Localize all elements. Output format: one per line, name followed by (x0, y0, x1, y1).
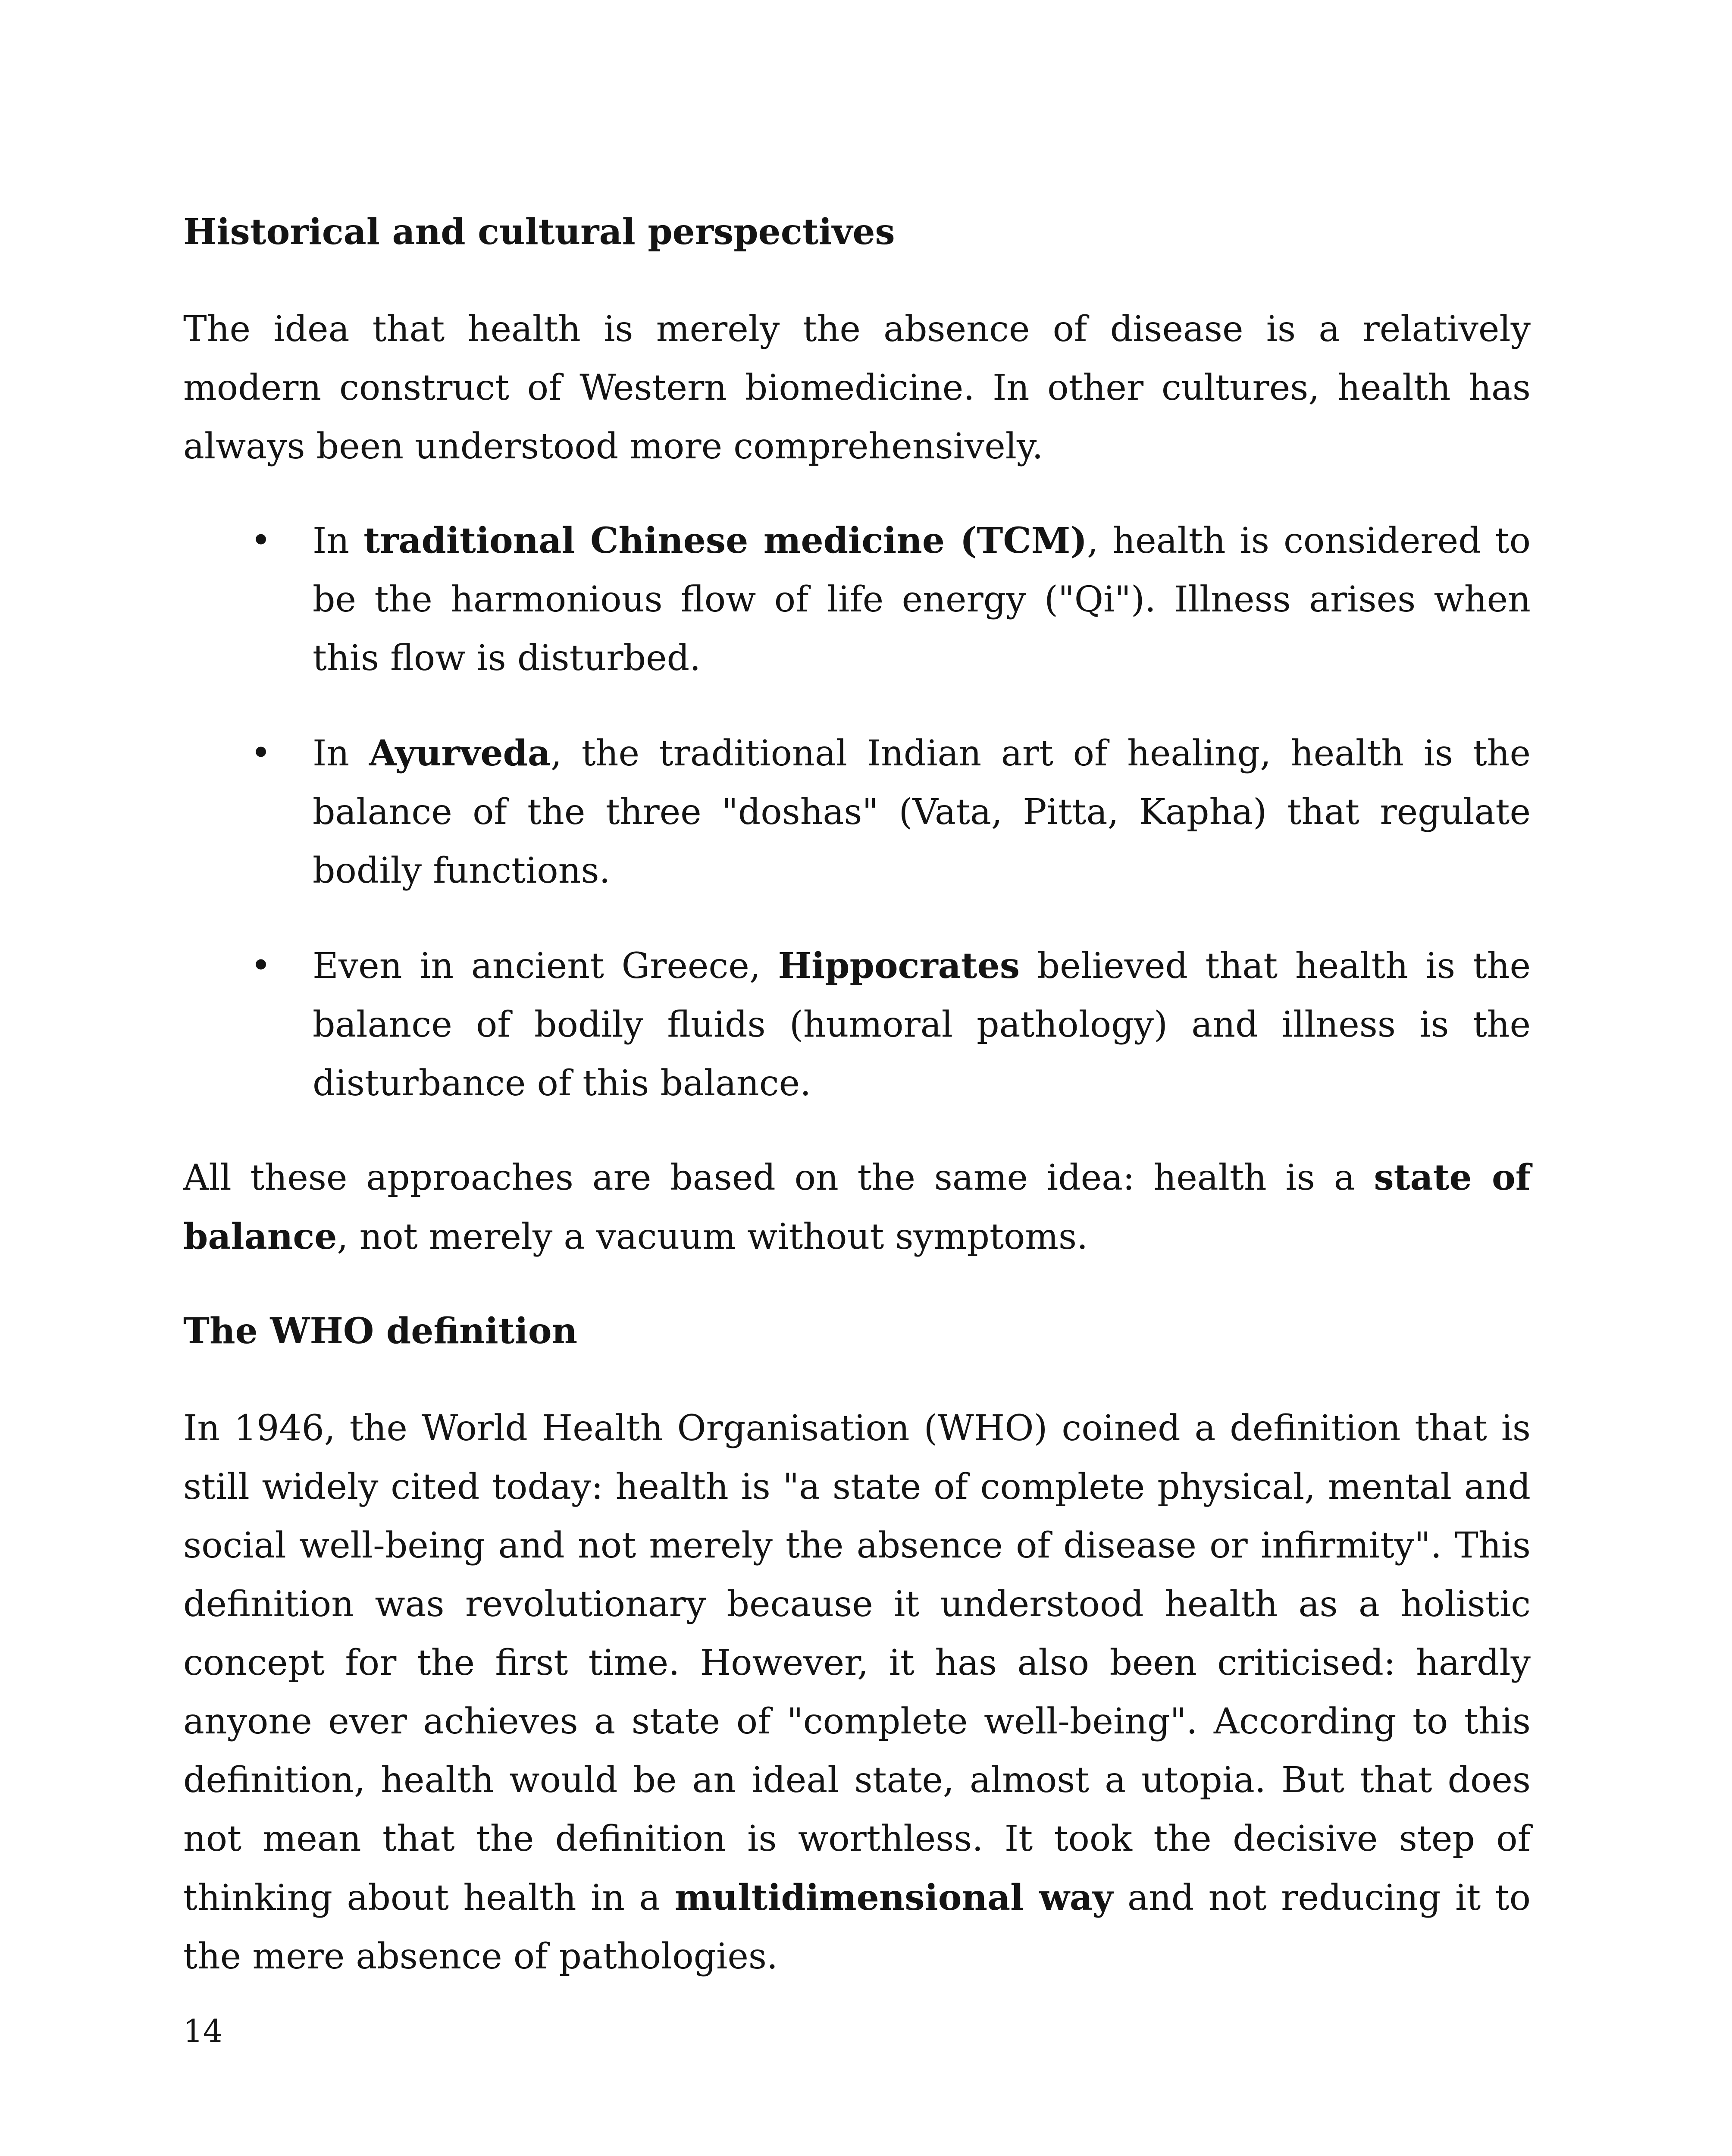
list-item-text: believed that health is the balance of bodily fluids (humoral pathology) and illness is the disturbance of this balance. (313, 946, 1531, 1104)
summary-text: , not merely a vacuum without symptoms. (337, 1216, 1088, 1257)
bullet-icon: • (250, 520, 272, 561)
traditions-list (183, 511, 1531, 1113)
list-item-bold-term: traditional Chinese medicine (TCM) (363, 520, 1087, 561)
intro-paragraph: The idea that health is merely the absence of disease is a relatively modern construct of Western biomedicine. In other cultures, health has always been understood more comprehensively. (183, 309, 1531, 467)
list-item-text: In (313, 520, 364, 561)
list-item-text: , health is considered to be the harmonious flow of life energy ("Qi"). Illness arises when this flow is disturbed. (313, 520, 1531, 679)
bullet-icon: • (250, 733, 272, 774)
who-text: In 1946, the World Health Organisation (WHO) coined a definition that is still widely cited today: health is "a state of complete physical, mental and social well-being and not merely the absence of disease or infirmity". This definition was revolutionary because it understood health as a holistic concept for the first time. However, it has also been criticised: hardly anyone ever achieves a state of "complete well-being". According to this definition, health would be an ideal state, almost a utopia. But that does not mean that the definition is worthless. It took the decisive step of thinking about health in a (183, 1408, 1531, 1918)
bullet-icon: • (250, 945, 272, 986)
list-item-hippocrates (183, 937, 1531, 1113)
summary-bold-term: state of balance (183, 1157, 1531, 1257)
page-content (183, 203, 1531, 2021)
who-bold-term: multidimensional way (674, 1877, 1113, 1918)
list-item-tcm (183, 511, 1531, 688)
page-number: 14 (183, 2013, 223, 2049)
list-item-ayurveda (183, 724, 1531, 900)
list-item-text: , the traditional Indian art of healing, health is the balance of the three "doshas" (Vata, Pitta, Kapha) that regulate bodily functions. (313, 733, 1531, 891)
summary-text: All these approaches are based on the same idea: health is a (183, 1157, 1374, 1198)
list-item-text: Even in ancient Greece, (313, 946, 778, 987)
section-heading-historical: Historical and cultural perspectives (183, 211, 895, 253)
who-text: and not reducing it to the mere absence of pathologies. (183, 1877, 1531, 1977)
list-item-bold-term: Ayurveda (369, 733, 551, 774)
list-item-text: In (313, 733, 369, 774)
summary-paragraph (183, 1148, 1531, 1266)
who-paragraph (183, 1399, 1531, 1986)
list-item-bold-term: Hippocrates (778, 945, 1020, 987)
section-heading-who: The WHO definition (183, 1310, 578, 1352)
